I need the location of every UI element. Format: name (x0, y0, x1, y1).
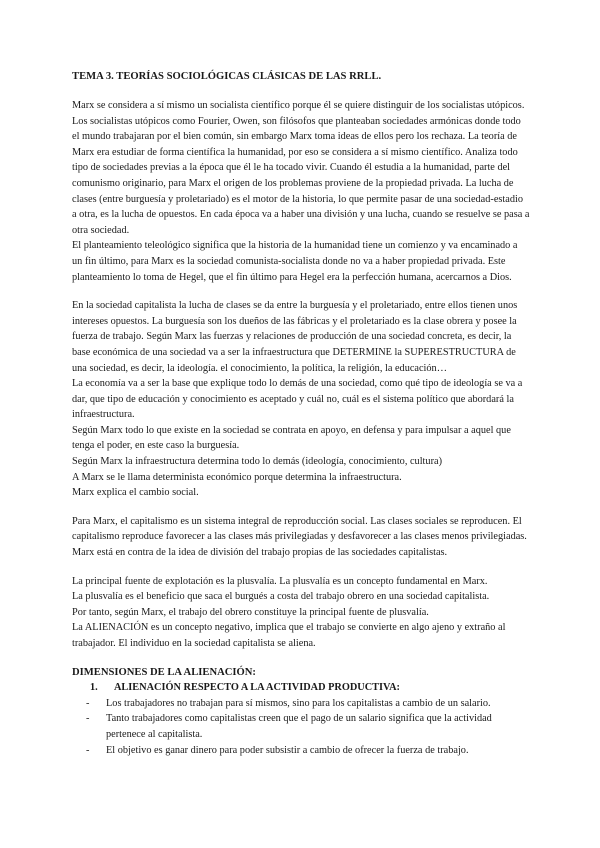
paragraph: El planteamiento teleológico significa que la historia de la humanidad tiene un comienzo y va encaminado a un fin último, para Marx es la sociedad comunista-socialista donde no va a haber propiedad privada. Este planteamiento lo toma de Hegel, que el fin último para Hegel era la perfección humana, acercarnos a Dios. (72, 240, 518, 283)
subheading-number: 1. (90, 682, 98, 694)
paragraph: Según Marx todo lo que existe en la sociedad se contrata en apoyo, en defensa y para impulsar a aquel que tenga el poder, en este caso la burguesía. (72, 424, 511, 452)
section-plusvalia (72, 574, 530, 652)
list-item (72, 743, 530, 759)
list-item (72, 696, 530, 712)
section-capitalist-society (72, 298, 530, 501)
bullet-list (72, 696, 530, 758)
paragraph: Por tanto, según Marx, el trabajo del obrero constituye la principal fuente de plusvalía. (72, 606, 429, 618)
paragraph: La ALIENACIÓN es un concepto negativo, implica que el trabajo se convierte en algo ajeno y extraño al trabajador. El individuo en la sociedad capitalista se aliena. (72, 622, 506, 649)
paragraph: La plusvalía es el beneficio que saca el burgués a costa del trabajo obrero en una sociedad capitalista. (72, 591, 490, 603)
numbered-subheading (72, 680, 530, 696)
paragraph: En la sociedad capitalista la lucha de clases se da entre la burguesía y el proletariado, entre ellos tienen unos intereses opuestos. La burguesía son los dueños de las fábricas y el proletariado es la clase obrera y posee la fuerza de trabajo. Según Marx las fuerzas y relaciones de producción de una sociedad concreta, es decir, la base económica de una sociedad va a ser la infraestructura que DETERMINE la SUPERESTRUCTURA de una sociedad, es decir, la ideología. el conocimiento, la política, la religión, la educación… (72, 300, 518, 374)
dash-bullet: - (86, 697, 90, 709)
paragraph: La principal fuente de explotación es la plusvalía. La plusvalía es un concepto fundamental en Marx. (72, 575, 488, 587)
paragraph: La economía va a ser la base que explique todo lo demás de una sociedad, como qué tipo de ideología se va a dar, que tipo de educación y conocimiento es aceptado y cuál no, cuál es el sistema político que abordará la infraestructura. (72, 378, 523, 421)
document-page (72, 70, 530, 758)
document-title: TEMA 3. TEORÍAS SOCIOLÓGICAS CLÁSICAS DE LAS RRLL. (72, 71, 382, 82)
dash-bullet: - (86, 744, 90, 756)
dash-bullet: - (86, 713, 90, 725)
list-item-text: Tanto trabajadores como capitalistas creen que el pago de un salario significa que la actividad pertenece al capitalista. (106, 713, 492, 740)
list-item-text: Los trabajadores no trabajan para sí mismos, sino para los capitalistas a cambio de un salario. (106, 697, 491, 709)
paragraph: Marx explica el cambio social. (72, 487, 199, 499)
section-social-reproduction (72, 514, 530, 561)
paragraph: Marx se considera a sí mismo un socialista científico porque él se quiere distinguir de los socialistas utópicos. Los socialistas utópicos como Fourier, Owen, son filósofos que planteaban sociedades armónicas donde todo el mundo trabajaran por el bien común, sin embargo Marx toma ideas de ellos pero los rechaza. La teoría de Marx era estudiar de forma científica la humanidad, por eso se considera a sí mismo científico. Analiza todo tipo de sociedades previas a la época que él le ha tocado vivir. Cuando él estudia a la humanidad, parte del comunismo originario, para Marx el origen de los problemas proviene de la propiedad privada. La lucha de clases (entre burguesía y proletariado) es el motor de la historia, lo que permite pasar de una sociedad-estadio a otra, es la lucha de opuestos. En cada época va a haber una división y una lucha, cuando se resuelve se pasa a otra sociedad. (72, 100, 530, 236)
list-item (72, 711, 530, 742)
subheading-text: ALIENACIÓN RESPECTO A LA ACTIVIDAD PRODUCTIVA: (114, 682, 400, 694)
paragraph: Para Marx, el capitalismo es un sistema integral de reproducción social. Las clases sociales se reproducen. El capitalismo reproduce favorecer a las clases más privilegiadas y desfavorecer a las clases menos privilegiadas. Marx está en contra de la idea de división del trabajo propias de las sociedades capitalistas. (72, 515, 527, 559)
list-item-text: El objetivo es ganar dinero para poder subsistir a cambio de ofrecer la fuerza de trabajo. (106, 744, 469, 756)
dimensions-heading: DIMENSIONES DE LA ALIENACIÓN: (72, 666, 256, 678)
section-marx-intro (72, 98, 530, 285)
paragraph: Según Marx la infraestructura determina todo lo demás (ideología, conocimiento, cultura) (72, 456, 442, 468)
paragraph: A Marx se le llama determinista económico porque determina la infraestructura. (72, 471, 402, 483)
